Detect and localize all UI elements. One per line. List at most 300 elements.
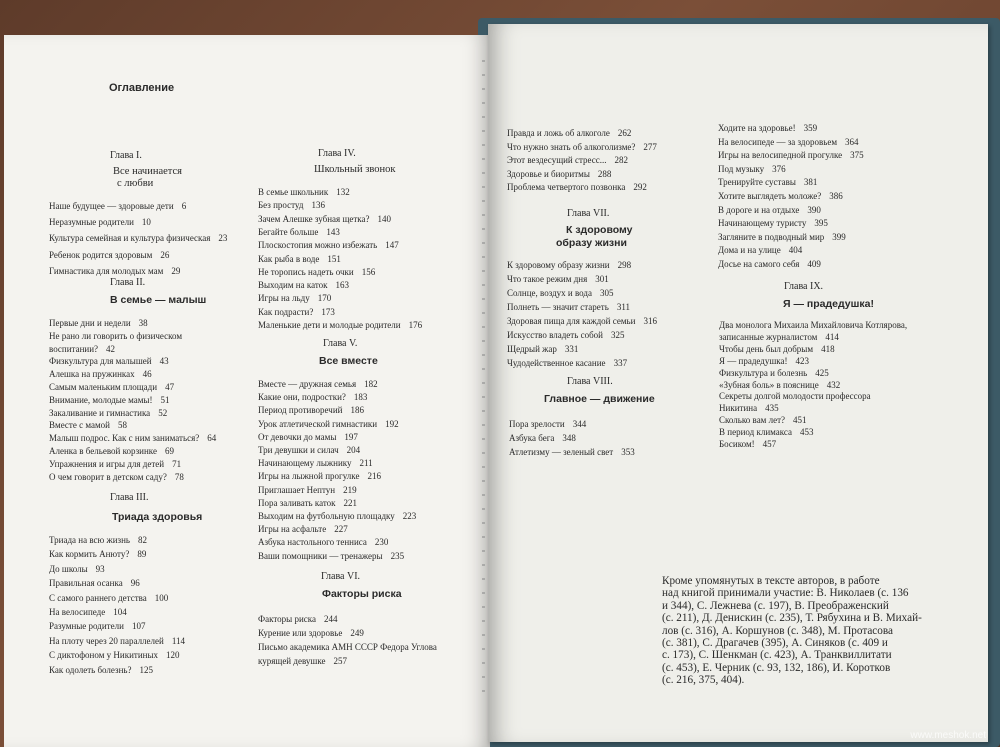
toc-entry <box>49 369 152 380</box>
toc-entry-title: Физкультура и болезнь <box>719 367 808 378</box>
credits-line: лов (с. 316), А. Коршунов (с. 348), М. Протасова <box>662 624 893 637</box>
toc-entry-title: Два монолога Михаила Михайловича Котлярова, <box>719 320 908 330</box>
toc-entry-page: 147 <box>385 240 399 251</box>
toc-entry-title: Азбука настольного тенниса <box>258 537 367 548</box>
toc-entry-title: Загляните в подводный мир <box>718 231 825 242</box>
toc-entry <box>719 332 839 343</box>
toc-entry-title: Выходим на каток <box>258 280 328 291</box>
toc-entry <box>49 535 147 546</box>
toc-entry-title: Бегайте больше <box>258 226 319 237</box>
toc-entry-page: 163 <box>335 280 350 291</box>
toc-entry-page: 244 <box>324 614 338 624</box>
toc-entry-title: С самого раннего детства <box>49 592 147 603</box>
toc-entry <box>258 187 350 198</box>
toc-entry-title: Здоровье и биоритмы <box>507 168 590 179</box>
credits-line: с. 173), С. Шенкман (с. 423), А. Транквиллитати <box>662 649 892 662</box>
toc-entry-title: Культура семейная и культура физическая <box>49 233 211 244</box>
toc-entry <box>258 419 399 430</box>
toc-entry-title: Солнце, воздух и вода <box>507 288 592 298</box>
chapter-1-title-2: с любви <box>117 178 154 189</box>
toc-entry-page: 221 <box>343 497 358 508</box>
toc-entry-page: 64 <box>207 433 217 444</box>
toc-entry <box>49 318 148 329</box>
toc-entry-page: 136 <box>311 200 325 211</box>
toc-entry-title: Сколько вам лет? <box>719 415 786 426</box>
chapter-1-title: Все начинается <box>113 166 182 177</box>
toc-entry-title: Игры на лыжной прогулке <box>258 471 360 482</box>
toc-entry <box>49 408 167 419</box>
toc-entry <box>258 458 373 469</box>
toc-entry <box>49 607 127 618</box>
toc-entry-title: Ходите на здоровье! <box>718 123 796 133</box>
toc-entry-page: 298 <box>617 260 632 270</box>
toc-entry-title: Хотите выглядеть моложе? <box>718 191 822 201</box>
toc-entry <box>719 391 879 402</box>
toc-entry-title: Чтобы день был добрым <box>719 343 814 354</box>
toc-entry-page: 425 <box>815 367 829 378</box>
chapter-4-title: Школьный звонок <box>314 164 396 175</box>
toc-entry-title: Разумные родители <box>49 621 124 632</box>
toc-entry <box>258 511 416 522</box>
toc-entry <box>49 433 216 444</box>
toc-entry <box>719 320 915 331</box>
chapter-2-title: В семье — малыш <box>110 294 207 306</box>
toc-entry <box>719 380 840 391</box>
toc-entry-title: «Зубная боль» в пояснице <box>719 379 819 390</box>
toc-entry-page: 23 <box>218 233 228 244</box>
toc-entry-page: 173 <box>321 306 335 317</box>
toc-entry-page: 51 <box>160 394 170 405</box>
toc-entry-title: Наше будущее — здоровые дети <box>49 201 174 211</box>
toc-entry-page: 46 <box>142 369 152 380</box>
toc-entry-title: Выходим на футбольную площадку <box>258 511 395 521</box>
toc-entry-title: Алешка на пружинках <box>49 369 135 380</box>
toc-entry-page: 292 <box>633 182 647 193</box>
toc-entry-page: 29 <box>171 265 181 276</box>
toc-entry-title: До школы <box>49 563 88 574</box>
chapter-7-title-2: образу жизни <box>556 237 627 249</box>
chapter-7-head: Глава VII. <box>567 208 610 219</box>
toc-entry-page: 89 <box>137 549 147 560</box>
toc-entry <box>258 471 381 482</box>
toc-entry-title: Гимнастика для молодых мам <box>49 265 164 276</box>
toc-entry <box>49 382 174 393</box>
credits-line: над книгой принимали участие: В. Николаев (с. 136 <box>662 587 909 600</box>
toc-entry <box>507 128 631 139</box>
toc-entry-page: 78 <box>174 471 184 482</box>
toc-entry <box>509 447 635 458</box>
chapter-8-head: Глава VIII. <box>567 376 613 387</box>
toc-entry-title: Как одолеть болезнь? <box>49 664 132 675</box>
toc-entry-page: 453 <box>800 427 814 438</box>
toc-entry-title: От девочки до мамы <box>258 431 337 442</box>
toc-entry-title: Самым маленьким площади <box>49 382 158 392</box>
toc-entry <box>258 214 391 225</box>
credits-line: (с. 381), С. Драгачев (395), А. Синяков (с. 409 и <box>662 637 888 650</box>
toc-entry-page: 176 <box>408 320 423 330</box>
toc-entry-title: Что такое режим дня <box>507 274 588 284</box>
toc-entry-page: 305 <box>599 288 614 298</box>
toc-entry <box>507 288 613 299</box>
toc-entry-page: 364 <box>845 136 859 147</box>
toc-entry <box>49 217 151 228</box>
toc-entry-page: 6 <box>181 201 187 211</box>
toc-entry <box>507 330 624 341</box>
toc-entry <box>718 164 786 175</box>
toc-entry-page: 282 <box>614 155 628 166</box>
toc-entry-page: 69 <box>164 446 174 456</box>
toc-entry-title: Малыш подрос. Как с ним заниматься? <box>49 433 200 444</box>
chapter-4-head: Глава IV. <box>318 148 356 159</box>
toc-entry-title: Игры на велосипедной прогулке <box>718 150 843 161</box>
toc-entry-title: На плоту через 20 параллелей <box>49 635 164 646</box>
toc-entry <box>507 169 611 180</box>
toc-entry-title: Пора зрелости <box>509 419 565 429</box>
toc-entry-page: 418 <box>821 343 835 354</box>
chapter-1-head: Глава I. <box>110 150 142 161</box>
toc-entry <box>49 395 169 406</box>
toc-entry-title: Период противоречий <box>258 405 343 416</box>
toc-entry-title: В дороге и на отдыхе <box>718 204 800 215</box>
toc-entry-title: Начинающему лыжнику <box>258 458 352 469</box>
toc-entry-title: Правильная осанка <box>49 578 123 589</box>
toc-entry-title: Маленькие дети и молодые родители <box>258 320 401 330</box>
toc-entry-page: 375 <box>850 150 864 161</box>
toc-entry-page: 435 <box>765 403 779 414</box>
toc-entry <box>718 245 802 256</box>
toc-entry-page: 204 <box>346 445 361 455</box>
toc-entry-page: 359 <box>803 123 818 133</box>
toc-entry <box>718 191 843 202</box>
toc-entry-page: 26 <box>160 249 170 260</box>
toc-entry-title: Что нужно знать об алкоголизме? <box>507 141 636 152</box>
toc-entry-page: 451 <box>793 415 807 426</box>
toc-entry-title: В период климакса <box>719 427 793 438</box>
toc-entry-page: 376 <box>772 163 786 174</box>
toc-entry <box>49 564 105 575</box>
toc-entry-page: 38 <box>138 318 148 328</box>
toc-entry <box>507 344 578 355</box>
toc-entry <box>509 419 586 430</box>
toc-entry-title: Полнеть — значит стареть <box>507 302 609 312</box>
toc-entry-title: Как рыба в воде <box>258 253 320 264</box>
toc-entry-title: Упражнения и игры для детей <box>49 458 165 469</box>
toc-entry-title: Не рано ли говорить о физическом <box>49 330 183 341</box>
toc-entry-page: 47 <box>165 382 175 392</box>
toc-entry-page: 399 <box>832 231 846 242</box>
toc-entry <box>49 650 180 661</box>
toc-entry <box>49 621 145 632</box>
toc-entry-page: 337 <box>613 358 628 368</box>
toc-entry-page: 42 <box>106 343 116 354</box>
toc-entry <box>258 307 335 318</box>
toc-entry-page: 71 <box>172 458 182 469</box>
toc-entry-page: 120 <box>166 650 180 661</box>
toc-entry <box>258 614 338 625</box>
toc-entry <box>507 182 647 193</box>
toc-entry-page: 132 <box>336 187 350 197</box>
toc-entry-title: Проблема четвертого позвонка <box>507 182 626 193</box>
toc-entry-page: 192 <box>385 418 399 429</box>
toc-entry-page: 107 <box>131 621 146 632</box>
toc-entry-title: записанные журналистом <box>719 331 818 342</box>
toc-entry <box>258 551 404 562</box>
toc-entry-title: О чем говорит в детском саду? <box>49 471 167 482</box>
toc-entry <box>49 578 140 589</box>
credits-line: Кроме упомянутых в тексте авторов, в работе <box>662 575 880 587</box>
toc-entry-page: 257 <box>333 656 347 666</box>
toc-entry-title: Зачем Алешке зубная щетка? <box>258 213 370 224</box>
chapter-7-title: К здоровому <box>566 224 633 236</box>
toc-entry-page: 457 <box>762 439 777 449</box>
toc-entry <box>718 177 817 188</box>
toc-entry-title: Приглашает Нептун <box>258 484 336 495</box>
toc-entry <box>49 420 127 431</box>
toc-entry <box>258 379 378 390</box>
toc-entry-title: Триада на всю жизнь <box>49 535 131 545</box>
toc-entry-page: 183 <box>353 392 368 403</box>
toc-entry <box>719 403 779 414</box>
toc-entry-page: 386 <box>829 191 843 201</box>
toc-entry <box>719 356 809 367</box>
toc-entry <box>49 472 184 483</box>
toc-entry-page: 96 <box>130 578 140 589</box>
toc-entry <box>258 485 357 496</box>
chapter-5-head: Глава V. <box>323 338 358 349</box>
toc-entry <box>258 320 422 331</box>
toc-entry-page: 223 <box>402 511 417 521</box>
toc-entry-title: Азбука бега <box>509 433 555 443</box>
toc-entry-title: Никитина <box>719 403 758 414</box>
toc-entry-title: С диктофоном у Никитиных <box>49 650 159 661</box>
toc-entry-title: Игры на асфальте <box>258 524 327 535</box>
toc-entry-page: 395 <box>814 218 828 229</box>
toc-entry-page: 219 <box>343 484 357 495</box>
toc-entry <box>49 636 185 647</box>
toc-entry-page: 262 <box>617 128 632 138</box>
chapter-3-head: Глава III. <box>110 492 149 503</box>
toc-entry <box>718 205 821 216</box>
toc-entry <box>258 642 445 653</box>
toc-entry-page: 381 <box>803 177 818 188</box>
toc-entry <box>258 392 367 403</box>
toc-entry-page: 230 <box>374 537 389 548</box>
toc-entry-page: 58 <box>117 420 127 431</box>
toc-entry-page: 325 <box>610 330 625 340</box>
toc-entry-page: 404 <box>788 245 803 256</box>
toc-entry-page: 151 <box>327 253 341 264</box>
toc-entry <box>258 200 325 211</box>
toc-entry-page: 170 <box>317 293 332 304</box>
toc-title: Оглавление <box>109 82 175 94</box>
toc-entry-title: Секреты долгой молодости профессора <box>719 391 871 402</box>
toc-entry <box>49 344 115 355</box>
toc-entry-title: Щедрый жар <box>507 344 557 354</box>
toc-entry-page: 353 <box>621 447 635 457</box>
toc-entry-page: 344 <box>572 419 587 429</box>
toc-entry <box>718 137 859 148</box>
toc-entry-title: Босиком! <box>719 439 755 449</box>
toc-entry <box>258 445 360 456</box>
toc-entry-title: На велосипеде — за здоровьем <box>718 136 838 147</box>
toc-entry-page: 414 <box>825 331 839 342</box>
toc-entry-page: 409 <box>807 259 821 269</box>
toc-entry-page: 104 <box>113 607 127 617</box>
toc-entry-page: 186 <box>350 405 364 416</box>
chapter-6-head: Глава VI. <box>321 571 361 582</box>
toc-entry-page: 301 <box>595 274 609 284</box>
toc-entry-title: К здоровому образу жизни <box>507 260 610 270</box>
toc-entry <box>507 155 628 166</box>
toc-entry <box>719 427 814 438</box>
toc-entry-title: Под музыку <box>718 163 765 174</box>
toc-entry <box>49 356 169 367</box>
toc-entry <box>718 123 817 134</box>
toc-entry-title: Аленка в бельевой корзинке <box>49 446 157 456</box>
toc-entry-page: 216 <box>367 471 381 482</box>
toc-entry <box>258 432 358 443</box>
toc-entry <box>718 259 821 270</box>
chapter-2-head: Глава II. <box>110 277 146 288</box>
toc-entry-page: 100 <box>154 592 169 603</box>
toc-entry-page: 82 <box>138 535 148 545</box>
chapter-8-title: Главное — движение <box>544 393 655 405</box>
chapter-9-title: Я — прадедушка! <box>783 298 874 310</box>
toc-entry <box>719 344 835 355</box>
toc-entry-title: Вместе с мамой <box>49 420 110 431</box>
toc-entry-page: 316 <box>643 316 657 326</box>
toc-entry <box>719 415 807 426</box>
toc-entry <box>258 524 348 535</box>
toc-entry <box>509 433 576 444</box>
toc-entry <box>258 537 388 548</box>
chapter-5-title: Все вместе <box>319 355 378 367</box>
toc-entry-title: Здоровая пища для каждой семьи <box>507 316 636 326</box>
toc-entry-title: Начинающему туристу <box>718 218 807 229</box>
toc-entry <box>507 260 631 271</box>
toc-entry-page: 235 <box>390 550 405 561</box>
chapter-3-title: Триада здоровья <box>112 511 203 523</box>
credits-paragraph <box>662 575 974 687</box>
toc-entry-title: Ваши помощники — тренажеры <box>258 550 383 561</box>
toc-entry-page: 43 <box>159 356 169 367</box>
toc-entry-page: 288 <box>597 168 612 179</box>
toc-entry <box>49 233 227 244</box>
toc-entry-title: Атлетизму — зеленый свет <box>509 447 614 457</box>
toc-entry-page: 52 <box>158 407 168 418</box>
toc-entry-title: Этот вездесущий стресс... <box>507 155 607 166</box>
credits-line: и 344), С. Лежнева (с. 197), В. Преображенский <box>662 599 889 612</box>
toc-entry-page: 227 <box>334 524 348 535</box>
toc-entry <box>718 218 828 229</box>
credits-line: (с. 211), Д. Денискин (с. 235), Т. Рябухина и В. Михай- <box>662 612 922 625</box>
toc-entry <box>719 439 776 450</box>
toc-entry-page: 114 <box>171 635 186 646</box>
toc-entry <box>258 498 357 509</box>
toc-entry-title: Чудодейственное касание <box>507 358 606 368</box>
toc-entry-page: 182 <box>364 379 378 389</box>
toc-entry-title: Какие они, подростки? <box>258 392 346 403</box>
toc-entry <box>258 267 375 278</box>
toc-entry-title: Тренируйте суставы <box>718 177 796 188</box>
toc-entry-title: Без простуд <box>258 200 304 211</box>
binding-stitch <box>482 60 485 700</box>
toc-entry-page: 93 <box>95 563 105 574</box>
toc-entry <box>507 358 627 369</box>
toc-entry-title: Я — прадедушка! <box>719 355 788 366</box>
toc-entry-title: Как кормить Анюту? <box>49 549 130 560</box>
toc-entry-title: Игры на льду <box>258 293 310 304</box>
toc-entry <box>49 201 186 212</box>
toc-entry-title: Письмо академика АМН СССР Федора Углова <box>258 642 437 652</box>
toc-entry <box>258 656 347 667</box>
toc-entry-title: Пора заливать каток <box>258 497 336 508</box>
toc-entry-page: 331 <box>564 344 579 354</box>
toc-entry <box>719 368 829 379</box>
toc-entry-title: Неразумные родители <box>49 217 134 228</box>
toc-entry <box>49 446 174 457</box>
toc-entry-page: 197 <box>344 431 358 442</box>
toc-entry-title: В семье школьник <box>258 187 329 197</box>
toc-entry-page: 348 <box>562 433 576 443</box>
toc-entry-title: Плоскостопия можно избежать <box>258 240 378 251</box>
toc-entry-title: Закаливание и гимнастика <box>49 407 151 418</box>
toc-entry <box>258 293 331 304</box>
toc-entry-title: Физкультура для малышей <box>49 356 152 367</box>
toc-entry-page: 143 <box>326 226 340 237</box>
toc-entry-page: 390 <box>807 204 821 215</box>
toc-entry-page: 156 <box>361 266 376 277</box>
toc-entry-title: Факторы риска <box>258 614 317 624</box>
chapter-9-head: Глава IX. <box>784 281 824 292</box>
toc-entry <box>507 142 657 153</box>
toc-entry-title: Курение или здоровье <box>258 628 343 638</box>
toc-entry <box>49 593 168 604</box>
toc-entry <box>49 331 190 342</box>
toc-entry-title: Искусство владеть собой <box>507 330 603 340</box>
toc-entry <box>718 150 864 161</box>
toc-entry <box>258 227 340 238</box>
toc-entry-title: Досье на самого себя <box>718 259 800 269</box>
toc-entry-title: Урок атлетической гимнастики <box>258 418 378 429</box>
credits-line: (с. 216, 375, 404). <box>662 674 745 687</box>
toc-entry <box>258 254 341 265</box>
toc-entry <box>507 316 657 327</box>
toc-entry-title: Вместе — дружная семья <box>258 379 357 389</box>
toc-entry <box>49 250 169 261</box>
toc-entry <box>507 274 609 285</box>
toc-entry <box>49 549 146 560</box>
toc-entry-page: 277 <box>643 141 657 152</box>
toc-entry <box>507 302 630 313</box>
toc-entry <box>49 266 180 277</box>
toc-entry-page: 140 <box>377 213 392 224</box>
toc-entry-title: Три девушки и силач <box>258 445 339 455</box>
toc-entry-page: 249 <box>350 628 364 638</box>
toc-entry-page: 211 <box>359 458 373 469</box>
chapter-6-title: Факторы риска <box>322 588 402 600</box>
toc-entry <box>258 405 364 416</box>
toc-entry-page: 311 <box>616 302 630 312</box>
toc-entry <box>718 232 846 243</box>
toc-entry-title: Ребенок родится здоровым <box>49 249 153 260</box>
toc-entry-title: На велосипеде <box>49 607 106 617</box>
toc-entry <box>49 459 181 470</box>
toc-entry <box>258 240 399 251</box>
toc-entry-title: Дома и на улице <box>718 245 781 256</box>
toc-entry-title: курящей девушке <box>258 656 326 666</box>
toc-entry-title: Первые дни и недели <box>49 318 131 328</box>
